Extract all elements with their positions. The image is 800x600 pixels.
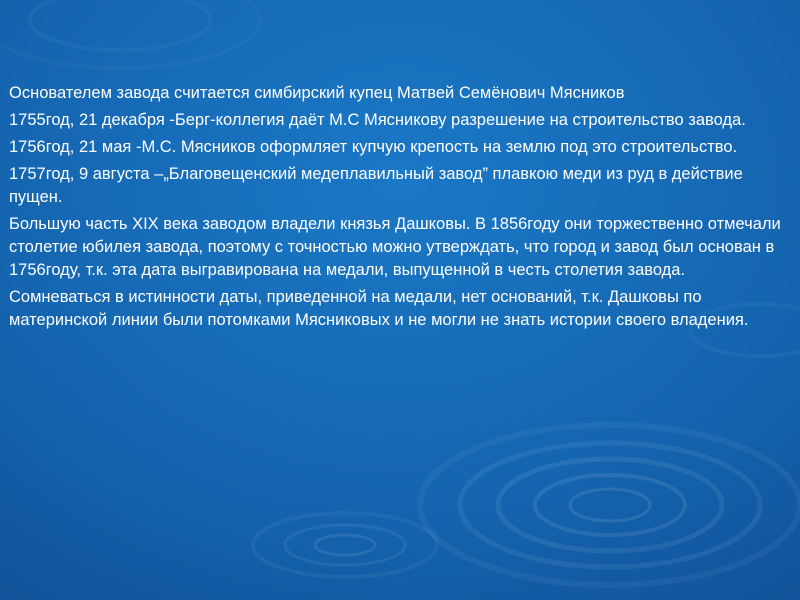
slide-text-block bbox=[9, 82, 794, 336]
paragraph-medal: Сомневаться в истинности даты, приведенной на медали, нет оснований, т.к. Дашковы по материнской линии были потомками Мясниковых и не могли не знать истории своего владения. bbox=[9, 288, 749, 329]
paragraph-1755: 1755год, 21 декабря -Берг-коллегия даёт М.С Мясникову разрешение на строительство завода. bbox=[9, 111, 746, 129]
paragraph-founder: Основателем завода считается симбирский купец Матвей Семёнович Мясников bbox=[9, 84, 625, 102]
paragraph-1756: 1756год, 21 мая -М.С. Мясников оформляет купчую крепость на землю под это строительство. bbox=[9, 138, 738, 156]
paragraph-1757: 1757год, 9 августа –„Благовещенский медеплавильный завод” плавкою меди из руд в действие пущен. bbox=[9, 165, 743, 206]
paragraph-dashkovy: Большую часть XIX века заводом владели князья Дашковы. В 1856году они торжественно отмечали столетие юбилея завода, поэтому с точностью можно утверждать, что город и завод был основан в 1756году, т.к. эта дата выгравирована на медали, выпущенной в честь столетия завода. bbox=[9, 215, 781, 279]
